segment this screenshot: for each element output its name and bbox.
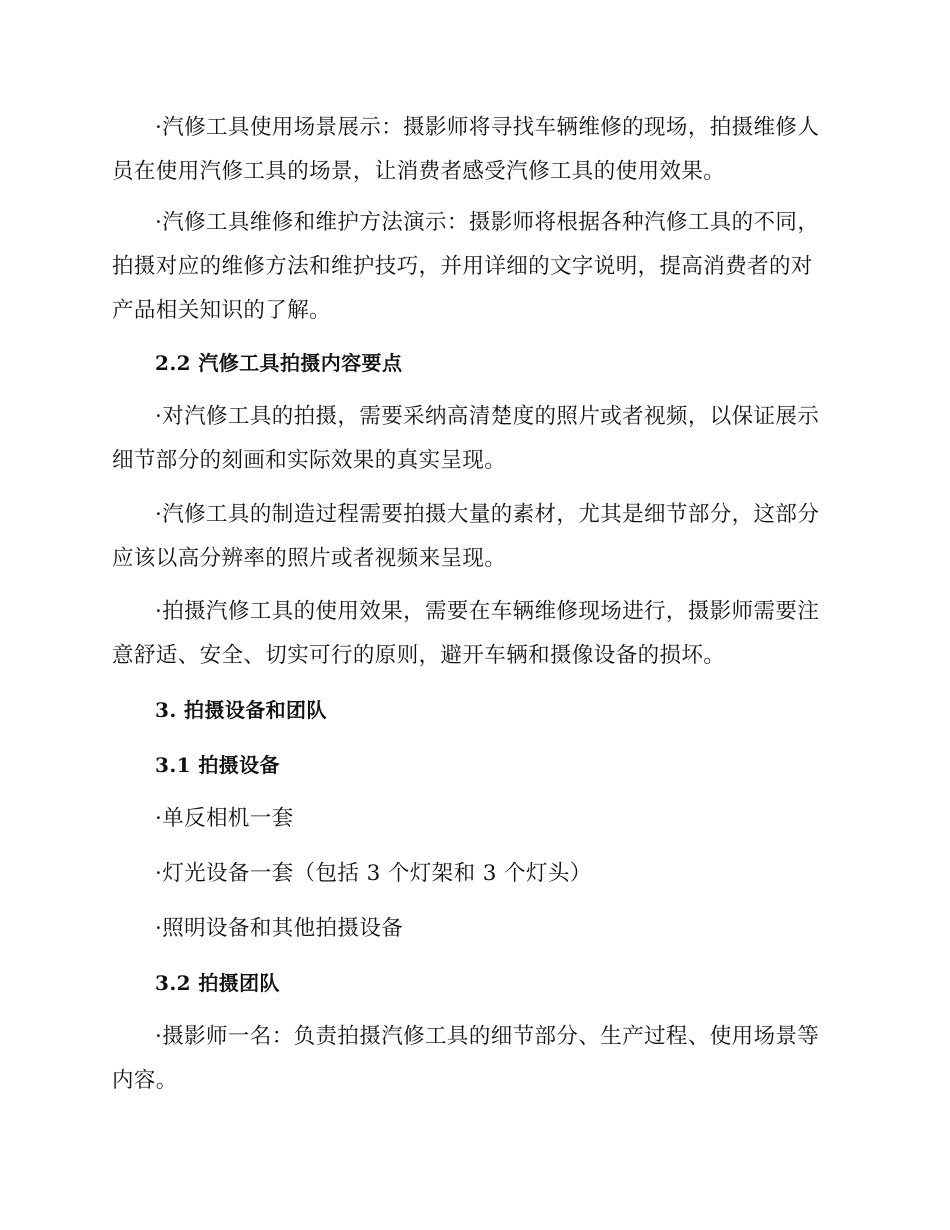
list-item-camera: ·单反相机一套 [155,806,294,831]
paragraph-usage-effect: ·拍摄汽修工具的使用效果，需要在车辆维修现场进行，摄影师需要注意舒适、安全、切实可行的原则，避开车辆和摄像设备的损坏。 [112,599,820,668]
heading-3-1: 3.1 拍摄设备 [155,753,280,777]
paragraph-maintenance-demo: ·汽修工具维修和维护方法演示：摄影师将根据各种汽修工具的不同，拍摄对应的维修方法和维护技巧，并用详细的文字说明，提高消费者的对产品相关知识的了解。 [112,210,820,323]
paragraph-manufacturing-footage: ·汽修工具的制造过程需要拍摄大量的素材，尤其是细节部分，这部分应该以高分辨率的照片或者视频来呈现。 [112,502,820,571]
paragraph-hd-photos: ·对汽修工具的拍摄，需要采纳高清楚度的照片或者视频，以保证展示细节部分的刻画和实际效果的真实呈现。 [112,404,820,473]
heading-2-2: 2.2 汽修工具拍摄内容要点 [155,351,403,375]
heading-3-2: 3.2 拍摄团队 [155,971,280,995]
paragraph-usage-scene: ·汽修工具使用场景展示：摄影师将寻找车辆维修的现场，拍摄维修人员在使用汽修工具的场景，让消费者感受汽修工具的使用效果。 [112,115,820,184]
list-item-lighting: ·灯光设备一套（包括 3 个灯架和 3 个灯头） [155,861,592,886]
heading-3: 3. 拍摄设备和团队 [155,698,327,722]
list-item-other-equipment: ·照明设备和其他拍摄设备 [155,916,404,941]
paragraph-photographer: ·摄影师一名：负责拍摄汽修工具的细节部分、生产过程、使用场景等内容。 [112,1024,820,1093]
